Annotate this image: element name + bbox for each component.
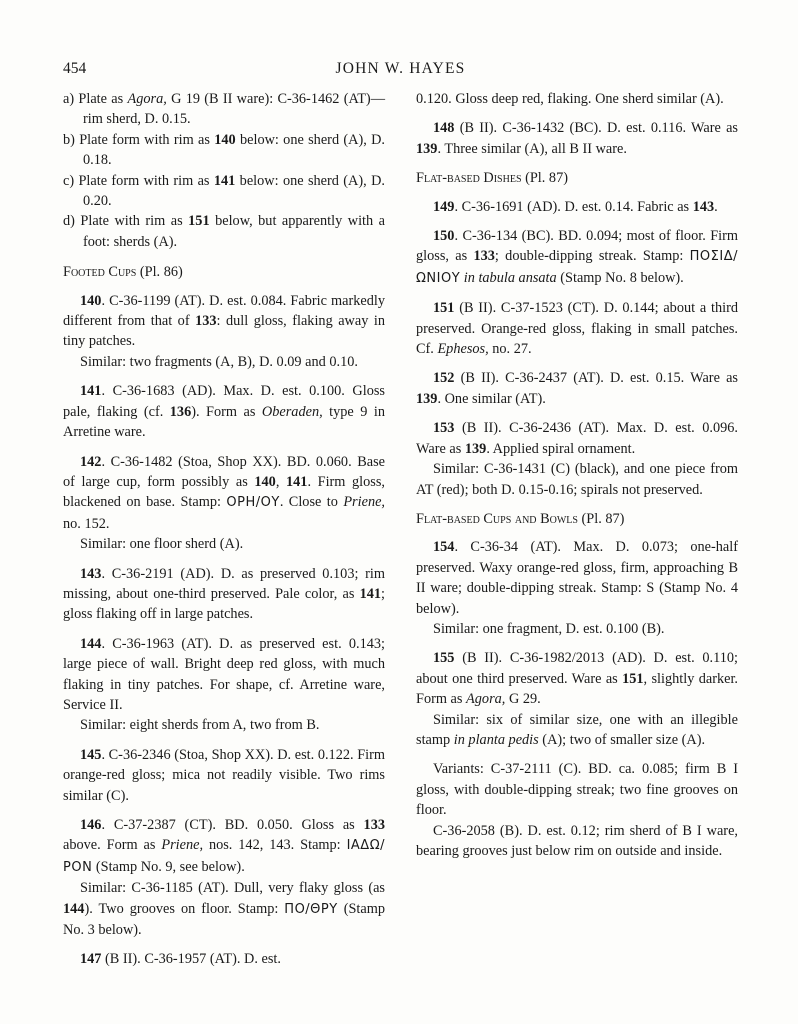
catalogue-entry: 147 (B II). C-36-1957 (AT). D. est. (80, 951, 281, 968)
catalogue-entry: 144. C-36-1963 (AT). D. as preserved est. 0.143; large piece of wall. Bright deep red gloss, with much flaking in tiny patches. For shape, cf. Arretine ware, Service II. (63, 635, 385, 713)
catalogue-entry: 145. C-36-2346 (Stoa, Shop XX). D. est. 0.122. Firm orange-red gloss; mica not readily visible. Two rims similar (C). (63, 746, 385, 804)
catalogue-entry: 153 (B II). C-36-2436 (AT). Max. D. est. 0.096. Ware as 139. Applied spiral ornament. (416, 420, 738, 457)
catalogue-entry: 146. C-37-2387 (CT). BD. 0.050. Gloss as 133 above. Form as Priene, nos. 142, 143. Stamp: ΙΑΔΩ/ΡΟΝ (Stamp No. 9, see below). (63, 817, 386, 875)
running-head: JOHN W. HAYES (335, 60, 466, 77)
catalogue-entry: 140. C-36-1199 (AT). D. est. 0.084. Fabric markedly different from that of 133: dull gloss, flaking away in tiny patches. (63, 292, 385, 350)
catalogue-entry: 150. C-36-134 (BC). BD. 0.094; most of floor. Firm gloss, as 133; double-dipping streak. Stamp: ΠΟΣΙΔ/ΩΝΙΟΥ in tabula ansata (Stamp No. 8 below). (416, 228, 738, 286)
variant-note: Variants: C-37-2111 (C). BD. ca. 0.085; firm B I gloss, with double-dipping streak; two fine grooves on floor. (416, 761, 738, 819)
similar-note: Similar: C-36-1431 (C) (black), and one piece from AT (red); both D. 0.15-0.16; spirals not preserved. (416, 461, 738, 498)
list-item: a) Plate as Agora, G 19 (B II ware): C-36-1462 (AT)—rim sherd, D. 0.15. (63, 91, 385, 128)
page-number: 454 (63, 60, 87, 77)
section-heading: Flat-based Dishes (Pl. 87) (416, 170, 568, 187)
section-heading: Flat-based Cups and Bowls (Pl. 87) (416, 510, 625, 527)
list-item: d) Plate with rim as 151 below, but apparently with a foot: sherds (A). (63, 213, 385, 250)
variant-note: C-36-2058 (B). D. est. 0.12; rim sherd of B I ware, bearing grooves just below rim on outside and inside. (416, 822, 738, 859)
plate-list (63, 89, 385, 252)
entry-continuation: 0.120. Gloss deep red, flaking. One sherd similar (A). (416, 91, 724, 107)
catalogue-entry: 143. C-36-2191 (AD). D. as preserved 0.103; rim missing, about one-third preserved. Pale color, as 141; gloss flaking off in large patches. (63, 565, 385, 623)
catalogue-entry: 151 (B II). C-37-1523 (CT). D. 0.144; about a third preserved. Orange-red gloss, flaking in small patches. Cf. Ephesos, no. 27. (416, 300, 738, 358)
list-item: b) Plate form with rim as 140 below: one sherd (A), D. 0.18. (63, 131, 385, 169)
right-column (416, 89, 738, 861)
page-header (63, 60, 738, 82)
catalogue-entry: 148 (B II). C-36-1432 (BC). D. est. 0.116. Ware as 139. Three similar (A), all B II ware. (416, 120, 738, 157)
catalogue-entry: 141. C-36-1683 (AD). Max. D. est. 0.100. Gloss pale, flaking (cf. 136). Form as Oberaden, type 9 in Arretine ware. (63, 383, 386, 441)
list-item: c) Plate form with rim as 141 below: one sherd (A), D. 0.20. (63, 172, 385, 210)
catalogue-entry: 149. C-36-1691 (AD). D. est. 0.14. Fabric as 143. (433, 198, 718, 215)
catalogue-entry: 155 (B II). C-36-1982/2013 (AD). D. est. 0.110; about one third preserved. Ware as 151, slightly darker. Form as Agora, G 29. (416, 650, 738, 708)
catalogue-entry: 142. C-36-1482 (Stoa, Shop XX). BD. 0.060. Base of large cup, form possibly as 140, 141. Firm gloss, blackened on base. Stamp: ΟΡΗ/ΟΥ. Close to Priene, no. 152. (63, 453, 386, 532)
section-heading: Footed Cups (Pl. 86) (63, 264, 183, 281)
similar-note: Similar: one fragment, D. est. 0.100 (B). (433, 620, 665, 637)
catalogue-entry: 154. C-36-34 (AT). Max. D. 0.073; one-half preserved. Waxy orange-red gloss, firm, approaching B II ware; double-dipping streak. Stamp: S (Stamp No. 4 below). (416, 539, 738, 617)
similar-note: Similar: two fragments (A, B), D. 0.09 and 0.10. (80, 353, 358, 370)
similar-note: Similar: C-36-1185 (AT). Dull, very flaky gloss (as 144). Two grooves on floor. Stamp: ΠΟ/ΘΡΥ (Stamp No. 3 below). (63, 880, 385, 939)
similar-note: Similar: eight sherds from A, two from B. (80, 717, 320, 734)
catalogue-entry: 152 (B II). C-36-2437 (AT). D. est. 0.15. Ware as 139. One similar (AT). (416, 370, 738, 407)
similar-note: Similar: one floor sherd (A). (80, 536, 244, 553)
similar-note: Similar: six of similar size, one with an illegible stamp in planta pedis (A); two of smaller size (A). (416, 711, 738, 748)
left-column (63, 89, 385, 970)
